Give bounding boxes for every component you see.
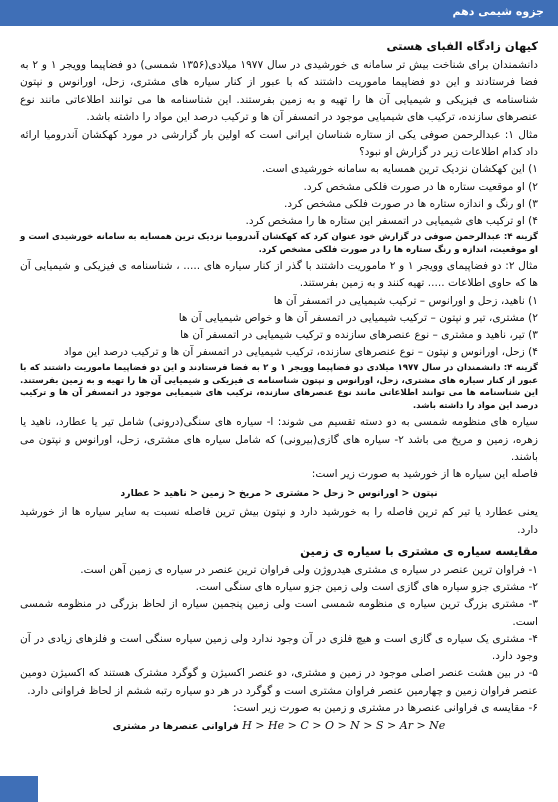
comparison-item-4: ۴- مشتری یک سیاره ی گازی است و هیچ فلزی در آن وجود ندارد ولی زمین سیاره سنگی است و فلزهای زیادی در آن وجود دارد. (20, 632, 538, 663)
header-title: جزوه شیمی دهم (452, 5, 544, 18)
example-1-option-3: ۳) او رنگ و اندازه ستاره ها در صورت فلکی مشخص کرد. (284, 197, 538, 210)
distance-explanation: یعنی عطارد یا تیر کم ترین فاصله را به خورشید دارد و نپتون بیش ترین فاصله نسبت به سایر سیاره ها از خورشید دارد. (20, 506, 538, 536)
example-1-question: مثال ۱: عبدالرحمن صوفی یکی از ستاره شناسان ایرانی است که اولین بار گزارشی در مورد کهکشان آندرومیا ارائه داد کدام اطلاعات زیر در گزارش او نبود؟ (20, 129, 538, 159)
distance-intro: فاصله این سیاره ها از خورشید به صورت زیر است: (311, 468, 538, 481)
example-2-option-3: ۳) تیر، ناهید و مشتری – نوع عنصرهای سازنده و ترکیب شیمیایی در اتمسفر آن ها (180, 329, 538, 342)
example-2-option-2: ۲) مشتری، تیر و نپتون – ترکیب شیمیایی در اتمسفر آن ها و خواص شیمیایی آن ها (178, 311, 538, 324)
example-2-question: مثال ۲: دو فضاپیمای وویجر ۱ و ۲ ماموریت داشتند با گذر از کنار سیاره های ..... ، شناسنامه ی فیزیکی و شیمیایی آن ها که حاوی اطلاعات ..... تهیه کنند و به زمین بفرستند. (20, 260, 538, 290)
comparison-item-5: ۵- در بین هشت عنصر اصلی موجود در زمین و مشتری، دو عنصر اکسیژن و گوگرد مشترک هستند که اکسیژن دومین عنصر فراوان زمین و چهارمین عنصر فراوان مشتری است و گوگرد در هر دو سیاره رتبه ششم از لحاظ فراوانی دارد. (20, 667, 538, 697)
abundance-formula-line (20, 717, 538, 735)
example-1-option-4: ۴) او ترکیب های شیمیایی در اتمسفر این ستاره ها را مشخص کرد. (245, 215, 538, 228)
example-2-option-4: ۴) زحل، اورانوس و نپتون – نوع عنصرهای سازنده، ترکیب شیمیایی در اتمسفر آن ها و ترکیب درصد این مواد (63, 346, 538, 359)
example-2-option-1: ۱) ناهید، زحل و اورانوس – ترکیب شیمیایی در اتمسفر آن ها (273, 294, 538, 307)
example-1-option-1: ۱) این کهکشان نزدیک ترین همسایه به سامانه خورشیدی است. (261, 163, 538, 176)
intro-paragraph: دانشمندان برای شناخت بیش تر سامانه ی خورشیدی در سال ۱۹۷۷ میلادی(۱۳۵۶ شمسی) دو فضاپیما وویجر ۱ و ۲ به فضا فرستادند و این دو فضاپیما ماموریت داشتند که با عبور از کنار سیاره های مشتری، زحل، اورانوس و نپتون شناسنامه ی فیزیکی و شیمیایی آن ها را تهیه و به زمین بفرستند. این شناسنامه ها می توانند اطلاعاتی مانند نوع عنصرهای سازنده، ترکیب های شیمیایی موجود در اتمسفر آن ها و ترکیب درصد این مواد را داشته باشد. (20, 59, 538, 123)
section-heading-cosmos: کیهان زادگاه الفبای هستی (386, 39, 538, 53)
page-corner-tab (0, 776, 38, 802)
comparison-item-1: ۱- فراوان ترین عنصر در سیاره ی مشتری هیدروژن ولی فراوان ترین عنصر در سیاره ی زمین آهن است. (80, 564, 538, 577)
planets-paragraph: سیاره های منظومه شمسی به دو دسته تقسیم می شوند: ا- سیاره های سنگی(درونی) شامل تیر یا عطارد، ناهید یا زهره، زمین و مریخ می باشد ۲- سیاره های گازی(بیرونی) که شامل سیاره های مشتری، زحل، اورانوس و نپتون می باشند. (20, 416, 538, 463)
comparison-item-6: ۶- مقایسه ی فراوانی عنصرها در مشتری و زمین به صورت زیر است: (233, 701, 538, 714)
comparison-item-2: ۲- مشتری جزو سیاره های گازی است ولی زمین جزو سیاره های سنگی است. (195, 581, 538, 594)
abundance-formula: H > He > C > O > N > S > Ar > Ne (242, 718, 446, 732)
document-body (20, 34, 538, 735)
abundance-formula-label: فراوانی عنصرها در مشتری (112, 720, 239, 732)
page-header (0, 0, 558, 26)
comparison-item-3: ۳- مشتری بزرگ ترین سیاره ی منظومه شمسی است ولی زمین پنجمین سیاره از لحاظ بزرگی در منظومه شمسی است. (20, 598, 538, 628)
planet-distance-order: نپتون < اورانوس < زحل < مشتری < مریخ < زمین < ناهید < عطارد (120, 488, 438, 500)
example-1-option-2: ۲) او موقعیت ستاره ها در صورت فلکی مشخص کرد. (303, 180, 538, 193)
section-heading-comparison: مقایسه سیاره ی مشتری با سیاره ی زمین (300, 543, 538, 558)
example-2-answer: گزینه ۴: دانشمندان در سال ۱۹۷۷ میلادی دو فضاپیما وویجر ۱ و ۲ به فضا فرستادند و این دو فضاپیما ماموریت داشتند که با عبور از کنار سیاره های مشتری، زحل، اورانوس و نپتون شناسنامه ی فیزیکی و شیمیایی آن ها را تهیه و به زمین بفرستند. این شناسنامه ها می توانند اطلاعاتی مانند نوع عنصرهای سازنده، ترکیب های شیمیایی موجود در اتمسفر آن ها و ترکیب درصد این مواد را داشته باشد. (20, 363, 538, 411)
example-1-answer: گزینه ۴: عبدالرحمن صوفی در گزارش خود عنوان کرد که کهکشان آندرومیا نزدیک ترین همسایه به سامانه خورشیدی است و او موقعیت، اندازه و رنگ ستاره ها را در صورت فلکی مشخص کرد. (20, 232, 538, 255)
